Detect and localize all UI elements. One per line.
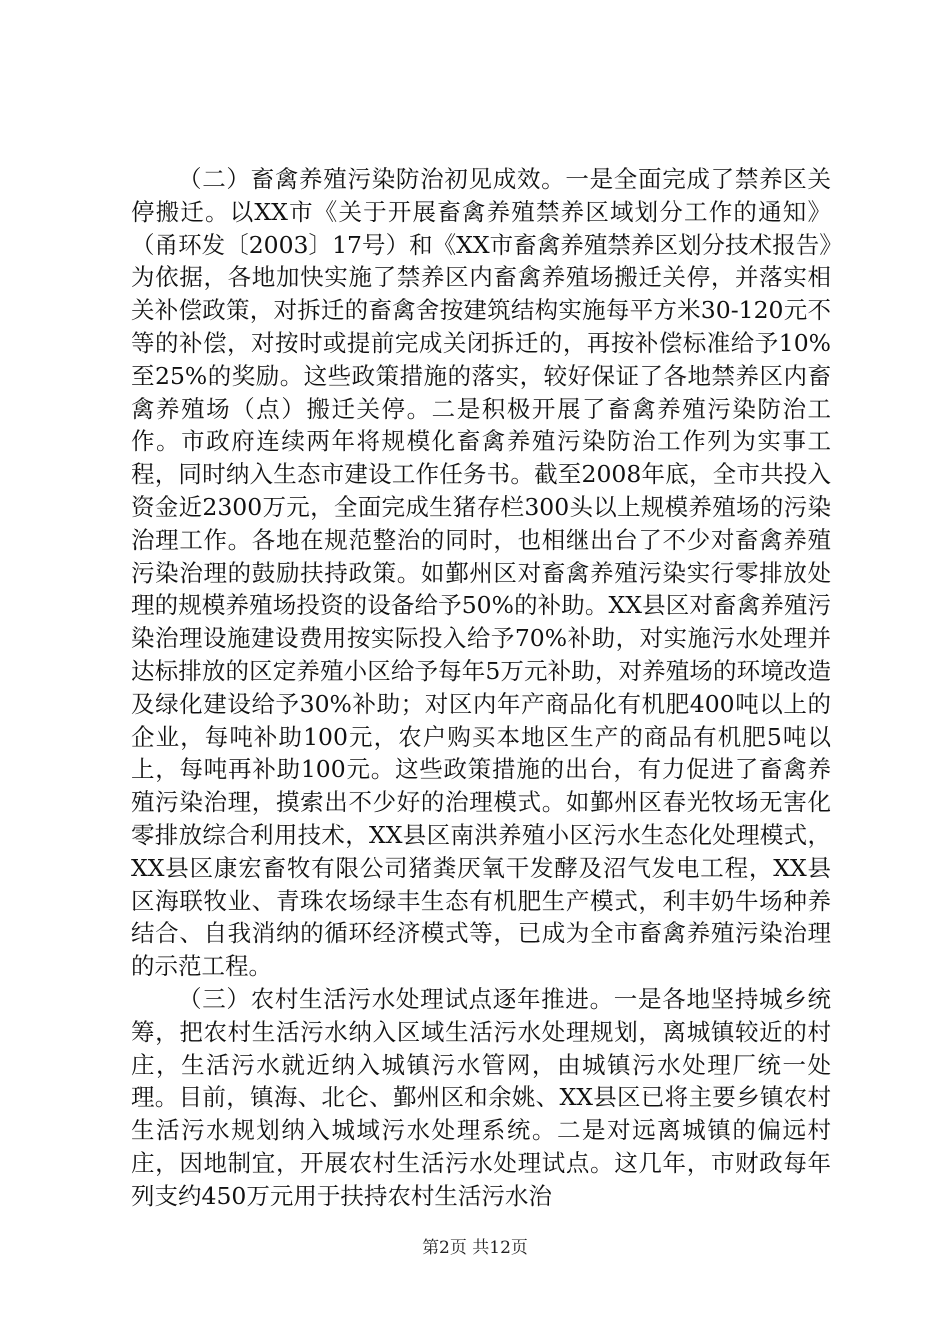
paragraph-rural-sewage: （三）农村生活污水处理试点逐年推进。一是各地坚持城乡统筹，把农村生活污水纳入区域生活污水处理规划，离城镇较近的村庄，生活污水就近纳入城镇污水管网，由城镇污水处理厂统一处理。目前，镇海、北仑、鄞州区和余姚、XX县区已将主要乡镇农村生活污水规划纳入城域污水处理系统。二是对远离城镇的偏远村庄，因地制宜，开展农村生活污水处理试点。这几年，市财政每年列支约450万元用于扶持农村生活污水治	[131, 984, 831, 1210]
paragraph-livestock-pollution: （二）畜禽养殖污染防治初见成效。一是全面完成了禁养区关停搬迁。以XX市《关于开展畜禽养殖禁养区域划分工作的通知》（甬环发〔2003〕17号）和《XX市畜禽养殖禁养区划分技术报告》为依据，各地加快实施了禁养区内畜禽养殖场搬迁关停，并落实相关补偿政策，对拆迁的畜禽舍按建筑结构实施每平方米30-120元不等的补偿，对按时或提前完成关闭拆迁的，再按补偿标准给予10%至25%的奖励。这些政策措施的落实，较好保证了各地禁养区内畜禽养殖场（点）搬迁关停。二是积极开展了畜禽养殖污染防治工作。市政府连续两年将规模化畜禽养殖污染防治工作列为实事工程，同时纳入生态市建设工作任务书。截至2008年底，全市共投入资金近2300万元，全面完成生猪存栏300头以上规模养殖场的污染治理工作。各地在规范整治的同时，也相继出台了不少对畜禽养殖污染治理的鼓励扶持政策。如鄞州区对畜禽养殖污染实行零排放处理的规模养殖场投资的设备给予50%的补助。XX县区对畜禽养殖污染治理设施建设费用按实际投入给予70%补助，对实施污水处理并达标排放的区定养殖小区给予每年5万元补助，对养殖场的环境改造及绿化建设给予30%补助；对区内年产商品化有机肥400吨以上的企业，每吨补助100元，农户购买本地区生产的商品有机肥5吨以上，每吨再补助100元。这些政策措施的出台，有力促进了畜禽养殖污染治理，摸索出不少好的治理模式。如鄞州区春光牧场无害化零排放综合利用技术，XX县区南洪养殖小区污水生态化处理模式，XX县区康宏畜牧有限公司猪粪厌氧干发酵及沼气发电工程，XX县区海联牧业、青珠农场绿丰生态有机肥生产模式，利丰奶牛场种养结合、自我消纳的循环经济模式等，已成为全市畜禽养殖污染治理的示范工程。	[131, 165, 831, 981]
page-footer: 第2页 共12页	[422, 1238, 528, 1258]
body-text	[131, 163, 831, 1213]
